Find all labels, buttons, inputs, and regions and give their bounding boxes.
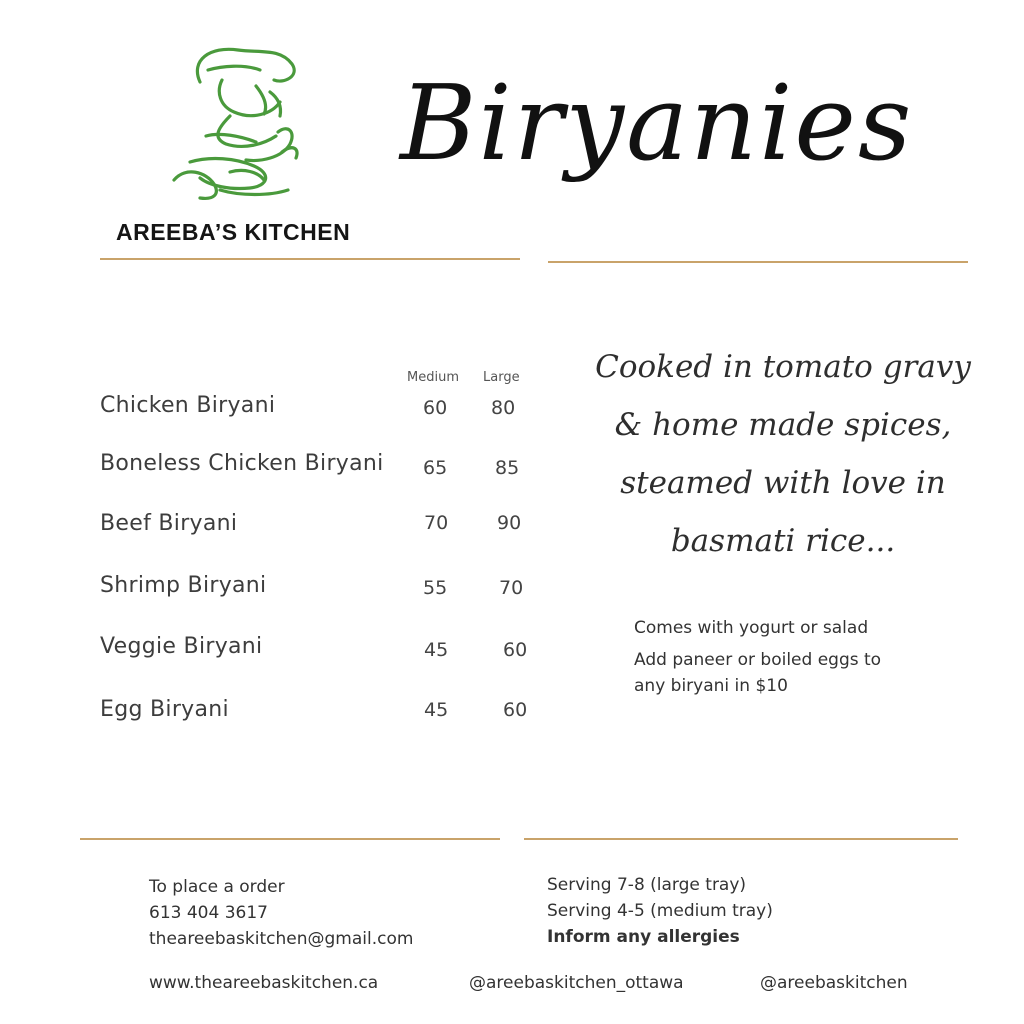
facebook-handle[interactable]: @areebaskitchen [760, 973, 908, 993]
allergy-notice: Inform any allergies [547, 927, 740, 947]
instagram-handle[interactable]: @areebaskitchen_ottawa [469, 973, 684, 993]
brand-name: AREEBA’S KITCHEN [116, 219, 351, 245]
menu-item-name: Shrimp Biryani [100, 573, 267, 598]
menu-item-price-medium: 70 [424, 512, 449, 534]
menu-item-name: Beef Biryani [100, 511, 238, 536]
serving-info [547, 872, 773, 950]
divider-bottom-left [80, 838, 500, 840]
menu-item-name: Chicken Biryani [100, 393, 276, 418]
chef-woman-logo-icon [160, 40, 310, 212]
menu-item-name: Boneless Chicken Biryani [100, 451, 384, 476]
menu-item-name: Egg Biryani [100, 697, 229, 722]
serving-large: Serving 7-8 (large tray) [547, 875, 747, 895]
tagline-line: basmati rice... [670, 523, 896, 559]
note-addons [634, 647, 881, 699]
tagline [588, 338, 978, 570]
menu-item-price-large: 60 [503, 699, 528, 721]
divider-top-right [548, 261, 968, 263]
menu-item-price-medium: 55 [423, 577, 448, 599]
note-addons-line: Add paneer or boiled eggs to [634, 650, 882, 670]
note-addons-line: any biryani in $10 [634, 676, 788, 696]
note-yogurt: Comes with yogurt or salad [634, 618, 869, 638]
brand-logo [160, 40, 310, 212]
menu-item-price-medium: 45 [424, 639, 449, 661]
column-header-medium: Medium [407, 370, 459, 385]
website-link[interactable]: www.theareebaskitchen.ca [149, 973, 379, 993]
divider-bottom-right [524, 838, 958, 840]
tagline-line: Cooked in tomato gravy [595, 349, 971, 385]
order-info [149, 874, 413, 952]
order-email[interactable]: theareebaskitchen@gmail.com [149, 929, 414, 949]
tagline-line: steamed with love in [620, 465, 946, 501]
menu-item-price-large: 70 [499, 577, 524, 599]
menu-item-price-large: 85 [495, 457, 520, 479]
divider-top-left [100, 258, 520, 260]
menu-item-price-large: 80 [491, 397, 516, 419]
column-header-large: Large [483, 370, 520, 385]
tagline-line: & home made spices, [614, 407, 952, 443]
menu-item-price-medium: 60 [423, 397, 448, 419]
order-phone[interactable]: 613 404 3617 [149, 903, 268, 923]
serving-medium: Serving 4-5 (medium tray) [547, 901, 773, 921]
menu-item-name: Veggie Biryani [100, 634, 263, 659]
menu-item-price-medium: 65 [423, 457, 448, 479]
menu-item-price-medium: 45 [424, 699, 449, 721]
menu-item-price-large: 60 [503, 639, 528, 661]
order-heading: To place a order [149, 877, 285, 897]
menu-item-price-large: 90 [497, 512, 522, 534]
page-title: Biryanies [400, 62, 914, 184]
